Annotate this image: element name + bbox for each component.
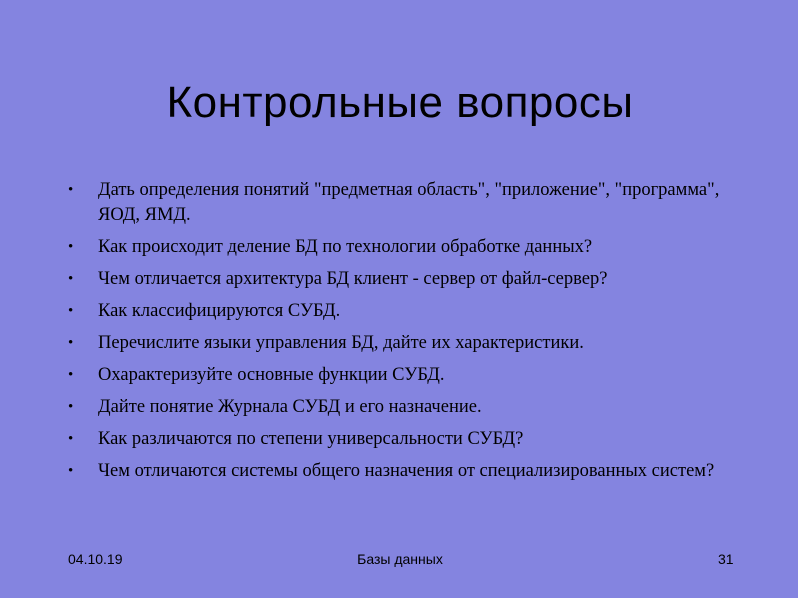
list-item <box>68 178 748 228</box>
bullet-icon: • <box>68 367 74 383</box>
list-item <box>68 299 748 324</box>
list-item <box>68 363 748 388</box>
bullet-icon: • <box>68 303 74 319</box>
bullet-icon: • <box>68 399 74 415</box>
list-item <box>68 427 748 452</box>
list-item <box>68 331 748 356</box>
list-item-text: Дайте понятие Журнала СУБД и его назначение. <box>98 397 482 417</box>
bullet-icon: • <box>68 182 74 198</box>
footer-date: 04.10.19 <box>68 551 123 567</box>
list-item-text: Перечислите языки управления БД, дайте их характеристики. <box>98 333 584 353</box>
bullet-icon: • <box>68 239 74 255</box>
bullet-icon: • <box>68 463 74 479</box>
footer-title: Базы данных <box>357 551 443 567</box>
bullet-icon: • <box>68 431 74 447</box>
page-number: 31 <box>718 551 734 567</box>
question-list <box>68 178 748 491</box>
list-item-text: Как различаются по степени универсальности СУБД? <box>98 429 524 449</box>
list-item <box>68 459 748 484</box>
list-item <box>68 395 748 420</box>
list-item <box>68 267 748 292</box>
list-item-text: Как классифицируются СУБД. <box>98 301 341 321</box>
list-item <box>68 235 748 260</box>
list-item-text: Охарактеризуйте основные функции СУБД. <box>98 365 445 385</box>
list-item-text: Чем отличается архитектура БД клиент - сервер от файл-сервер? <box>98 269 608 289</box>
list-item-text: Дать определения понятий "предметная область", "приложение", "программа", ЯОД, ЯМД. <box>98 180 720 225</box>
bullet-icon: • <box>68 335 74 351</box>
list-item-text: Чем отличаются системы общего назначения от специализированных систем? <box>98 461 715 481</box>
slide-title: Контрольные вопросы <box>166 78 634 127</box>
bullet-icon: • <box>68 271 74 287</box>
list-item-text: Как происходит деление БД по технологии обработке данных? <box>98 237 593 257</box>
